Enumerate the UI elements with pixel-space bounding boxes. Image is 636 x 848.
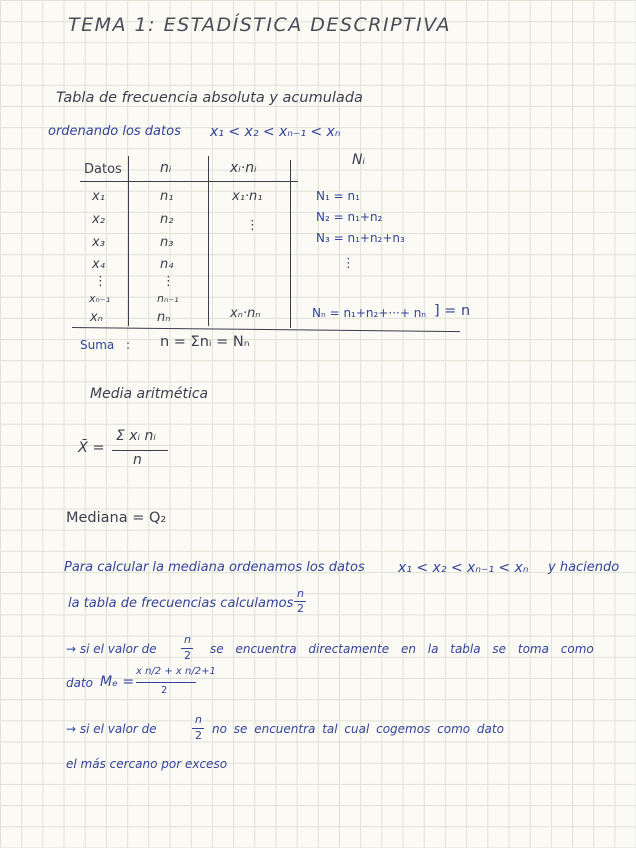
ni-cell: nₙ₋₁ (157, 292, 179, 305)
ni-cell: n₄ (160, 257, 174, 272)
me-denominator: 2 (161, 685, 168, 696)
frac-num: n (297, 587, 304, 600)
xini-cell: ⋮ (246, 218, 259, 233)
datos-cell: x₂ (92, 212, 105, 227)
case2-prefix: → si el valor de (66, 722, 157, 736)
datos-cell: ⋮ (94, 274, 107, 289)
Ni-cell: Nₙ = n₁+n₂+···+ nₙ (312, 306, 427, 320)
case1-prefix: → si el valor de (66, 642, 157, 656)
ordering-formula: x₁ < x₂ < xₙ₋₁ < xₙ (210, 124, 341, 140)
table-header-Ni: Nᵢ (352, 152, 365, 168)
datos-cell: x₄ (92, 257, 105, 272)
section-heading: Tabla de frecuencia absoluta y acumulada (56, 90, 363, 106)
ordering-label: ordenando los datos (48, 124, 181, 139)
case1-text: se encuentra directamente en la tabla se toma como (210, 642, 594, 656)
datos-cell: x₃ (92, 235, 105, 250)
table-vline-1 (128, 156, 129, 326)
ni-cell: n₁ (160, 189, 174, 204)
page-title: TEMA 1: ESTADÍSTICA DESCRIPTIVA (68, 14, 451, 36)
sum-label: Suma (80, 338, 115, 352)
median-heading: Mediana = Q₂ (66, 510, 167, 526)
datos-cell: xₙ (90, 310, 103, 325)
mean-lhs: X̄ = (78, 440, 105, 456)
table-bottom-rule (72, 327, 460, 332)
frac-num: n (184, 633, 191, 646)
mean-heading: Media aritmética (90, 386, 209, 402)
ni-cell: nₙ (157, 310, 171, 325)
Ni-cell: ⋮ (342, 256, 355, 271)
case2-line2: el más cercano por exceso (66, 757, 228, 771)
ni-cell: n₂ (160, 212, 174, 227)
case2-text: no se encuentra tal cual cogemos como dato (212, 722, 504, 736)
ni-cell: ⋮ (162, 274, 175, 289)
mean-denominator: n (133, 452, 142, 468)
median-para1-text: Para calcular la mediana ordenamos los datos (64, 560, 365, 575)
median-para2-text: la tabla de frecuencias calculamos (68, 596, 294, 611)
median-para1-formula: x₁ < x₂ < xₙ₋₁ < xₙ (398, 560, 529, 576)
sum-formula: n = Σnᵢ = Nₙ (160, 334, 250, 350)
frac-den: 2 (297, 602, 304, 615)
table-header-datos: Datos (84, 162, 122, 177)
ni-cell: n₃ (160, 235, 174, 250)
table-vline-3 (290, 160, 291, 328)
me-fraction-bar (136, 682, 196, 683)
frac-den: 2 (195, 729, 202, 742)
xini-cell: x₁·n₁ (232, 189, 263, 204)
table-header-xini: xᵢ·nᵢ (230, 160, 257, 176)
case1-me: Mₑ = (100, 674, 135, 690)
median-para1-end: y haciendo (548, 560, 620, 575)
Ni-cell: N₃ = n₁+n₂+n₃ (316, 231, 405, 245)
table-header-rule (80, 181, 298, 182)
table-header-ni: nᵢ (160, 160, 172, 176)
frac-num: n (195, 713, 202, 726)
mean-fraction-bar (112, 450, 168, 451)
Ni-cell: N₂ = n₁+n₂ (316, 210, 383, 224)
bracket-result: ] = n (434, 303, 471, 319)
mean-numerator: Σ xᵢ nᵢ (116, 428, 156, 444)
frac-den: 2 (184, 649, 191, 662)
sum-colon: : (126, 338, 131, 352)
table-vline-2 (208, 156, 209, 326)
me-numerator: x n/2 + x n/2+1 (136, 666, 216, 677)
datos-cell: x₁ (92, 189, 105, 204)
Ni-cell: N₁ = n₁ (316, 189, 360, 203)
xini-cell: xₙ·nₙ (230, 306, 261, 321)
datos-cell: xₙ₋₁ (89, 292, 111, 305)
case1-dato: dato (66, 676, 94, 690)
